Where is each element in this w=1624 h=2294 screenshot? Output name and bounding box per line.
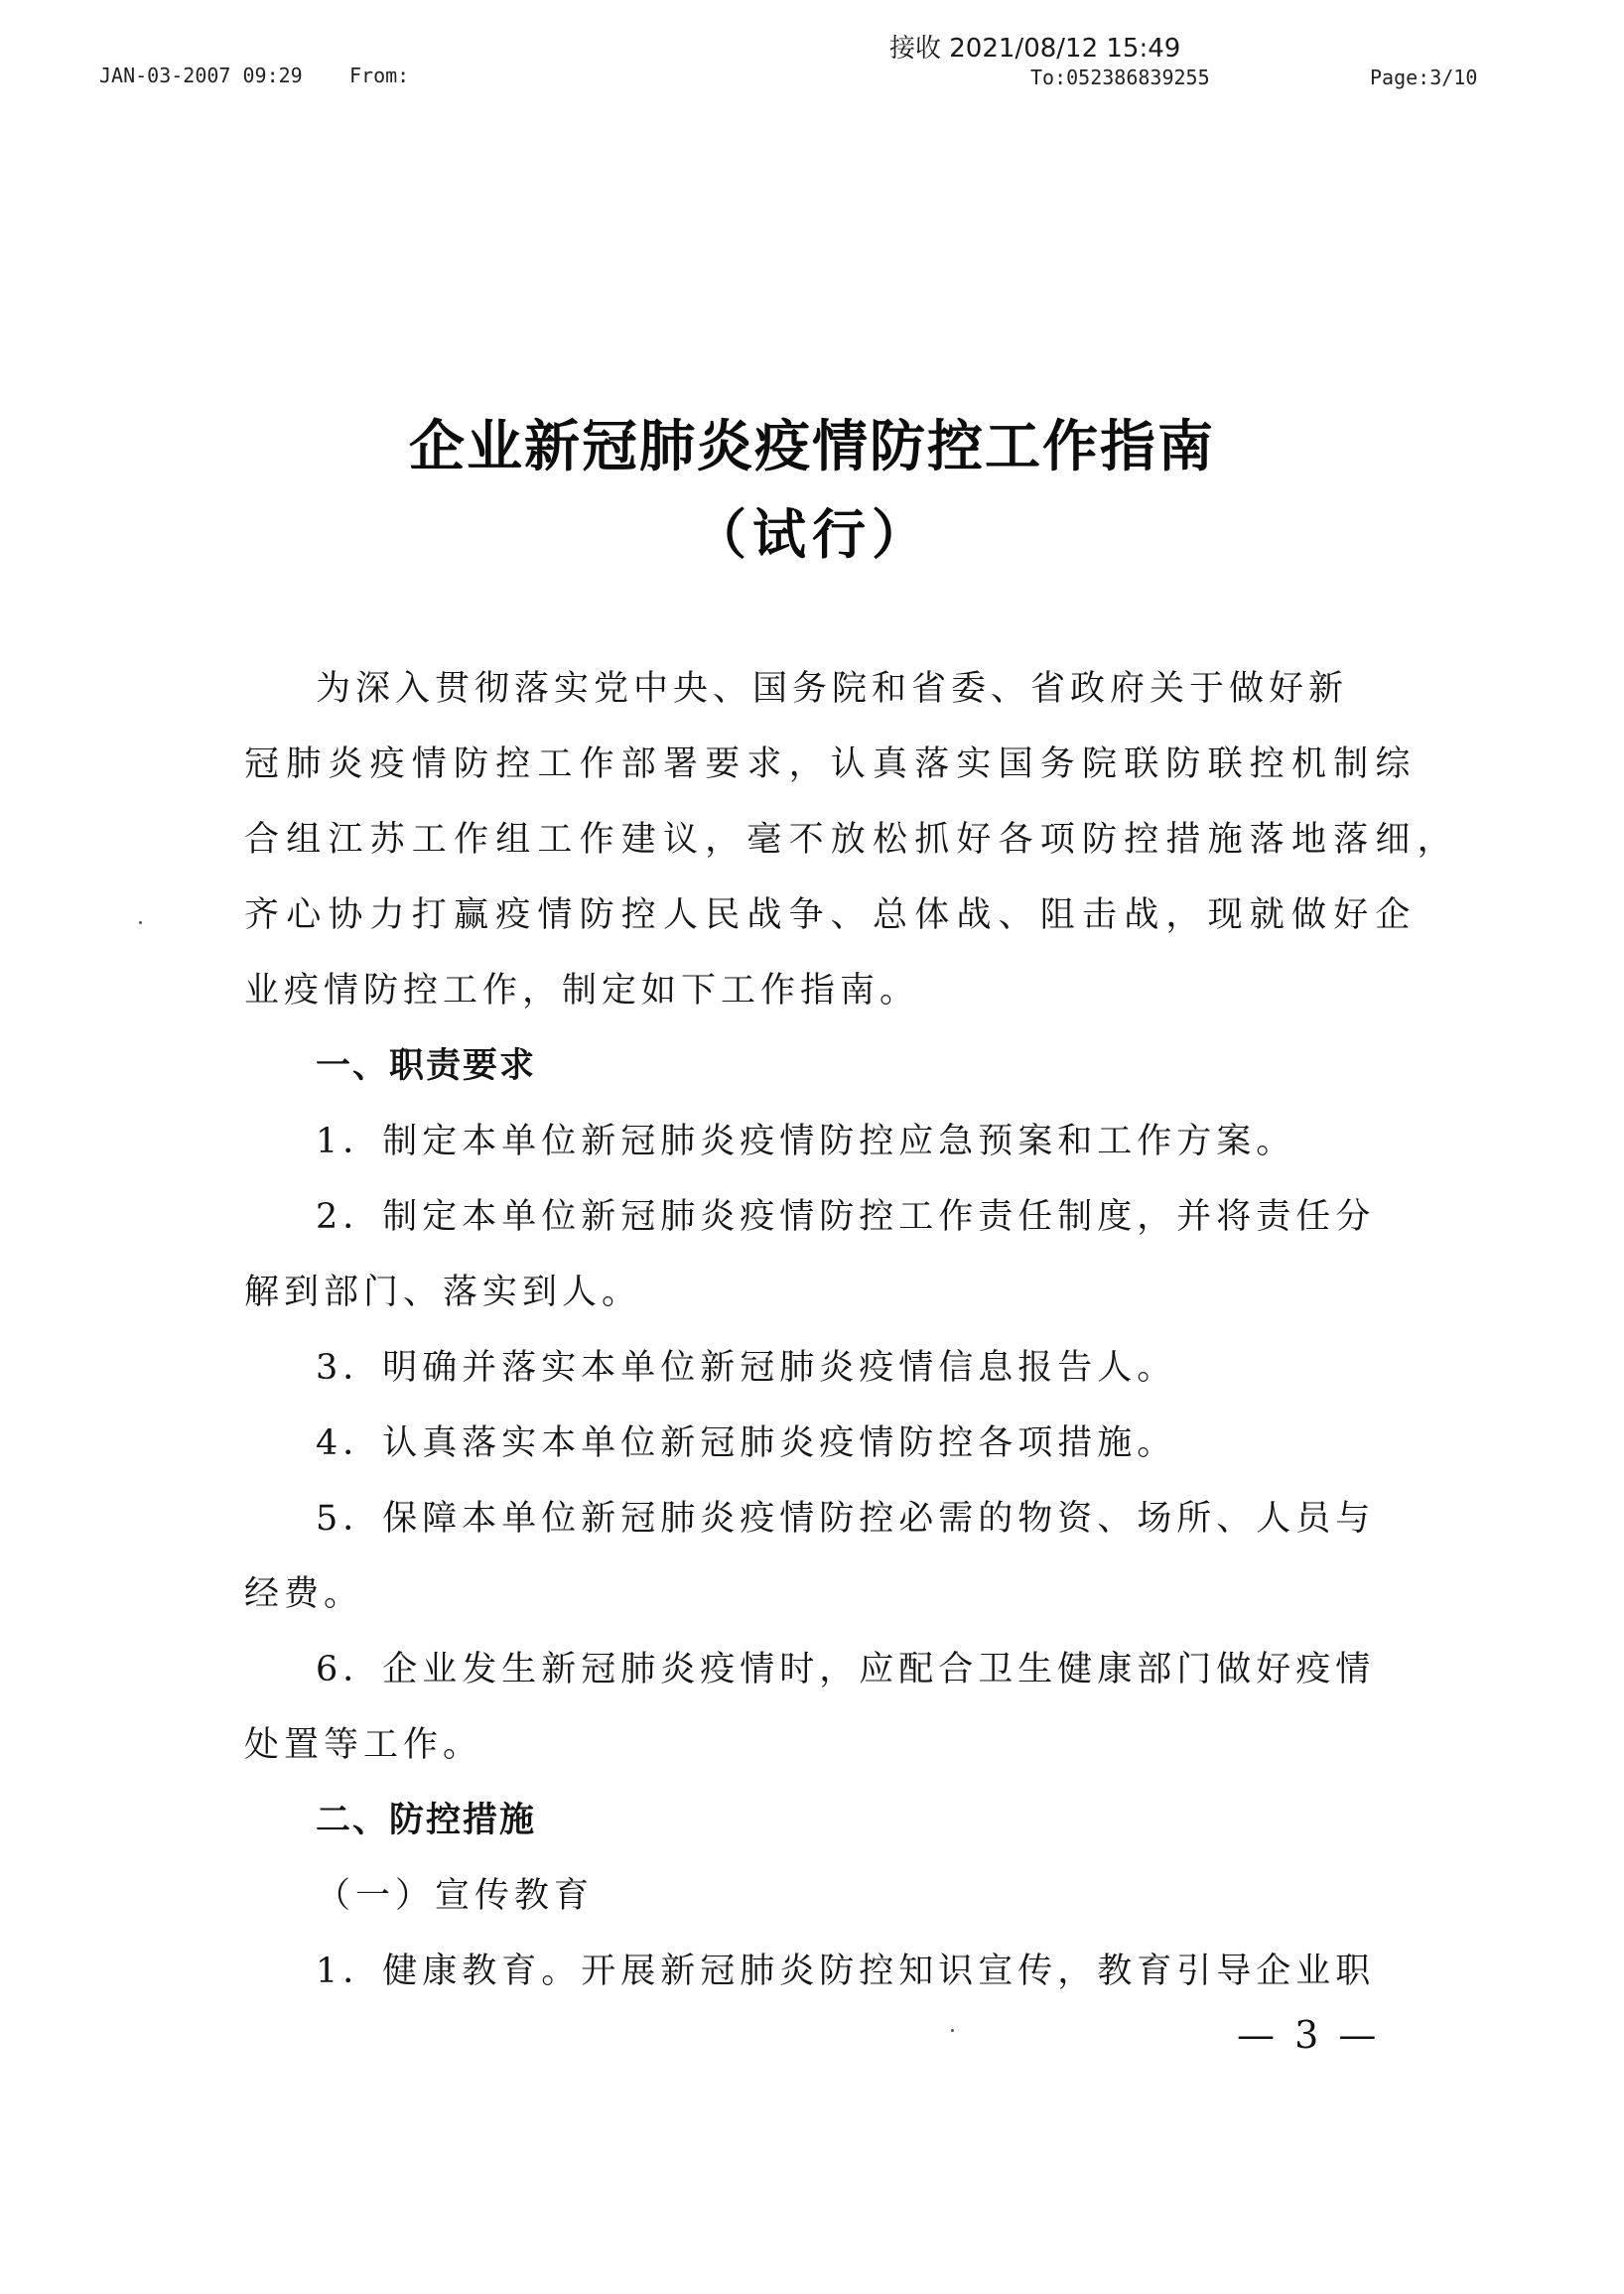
fax-recipient-number: To:052386839255 — [1030, 66, 1210, 89]
list-item: 3．明确并落实本单位新冠肺炎疫情信息报告人。 — [316, 1348, 1177, 1388]
section-heading-measures: 二、防控措施 — [316, 1801, 537, 1840]
list-item: 1．制定本单位新冠肺炎疫情防控应急预案和工作方案。 — [316, 1122, 1296, 1161]
list-item: 5．保障本单位新冠肺炎疫情防控必需的物资、场所、人员与 — [316, 1499, 1376, 1539]
list-item: 6．企业发生新冠肺炎疫情时，应配合卫生健康部门做好疫情 — [316, 1650, 1376, 1689]
section-heading-responsibilities: 一、职责要求 — [316, 1046, 537, 1086]
list-item-continuation: 解到部门、落实到人。 — [244, 1273, 642, 1312]
document-subtitle: （试行） — [693, 503, 931, 566]
list-item-continuation: 经费。 — [244, 1574, 364, 1614]
fax-datetime: JAN-03-2007 09:29 — [99, 64, 303, 87]
intro-line: 为深入贯彻落实党中央、国务院和省委、省政府关于做好新 — [316, 669, 1349, 709]
list-item: 4．认真落实本单位新冠肺炎疫情防控各项措施。 — [316, 1423, 1177, 1463]
list-item: 1．健康教育。开展新冠肺炎防控知识宣传，教育引导企业职 — [316, 1952, 1376, 1991]
fax-page-indicator: Page:3/10 — [1370, 66, 1478, 89]
intro-line: 业疫情防控工作，制定如下工作指南。 — [244, 971, 920, 1011]
intro-line: 齐心协力打赢疫情防控人民战争、总体战、阻击战，现就做好企 — [244, 895, 1418, 935]
scan-speck — [951, 2029, 954, 2032]
list-item-continuation: 处置等工作。 — [244, 1725, 483, 1765]
fax-from-label: From: — [349, 64, 410, 87]
list-item: 2．制定本单位新冠肺炎疫情防控工作责任制度，并将责任分 — [316, 1197, 1376, 1237]
intro-line: 合组江苏工作组工作建议，毫不放松抓好各项防控措施落地落细， — [244, 820, 1459, 860]
page-number: — 3 — — [1237, 2013, 1381, 2057]
fax-received-stamp: 接收 2021/08/12 15:49 — [889, 34, 1181, 64]
scan-speck — [139, 921, 142, 924]
intro-line: 冠肺炎疫情防控工作部署要求，认真落实国务院联防联控机制综 — [244, 744, 1418, 784]
document-title: 企业新冠肺炎疫情防控工作指南 — [409, 415, 1215, 479]
subsection-heading-education: （一）宣传教育 — [316, 1876, 595, 1916]
